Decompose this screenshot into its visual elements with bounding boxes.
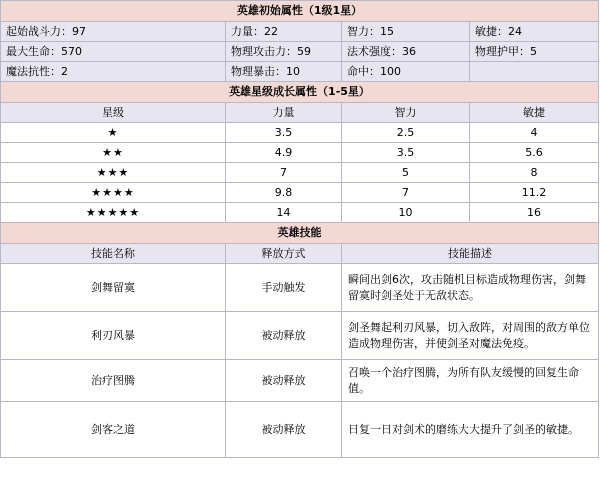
- growth-value: 9.8: [226, 183, 342, 203]
- growth-attributes-header: [1, 82, 599, 103]
- stat-cell: 物理攻击力：59: [226, 42, 342, 62]
- column-header-agility: 敏捷: [470, 103, 599, 123]
- stat-cell: 命中：100: [342, 62, 470, 82]
- growth-row: [1, 143, 599, 163]
- base-attributes-header: [1, 1, 599, 22]
- stat-cell: 物理暴击：10: [226, 62, 342, 82]
- column-header-cast-mode: 释放方式: [226, 244, 342, 264]
- growth-value: 3.5: [342, 143, 470, 163]
- growth-row: [1, 183, 599, 203]
- skill-cast-mode: 被动释放: [226, 360, 342, 402]
- star-rating: ★★★★: [1, 183, 226, 203]
- growth-row: [1, 123, 599, 143]
- stat-cell: 魔法抗性：2: [1, 62, 226, 82]
- growth-value: 5.6: [470, 143, 599, 163]
- base-row: [1, 42, 599, 62]
- growth-value: 7: [226, 163, 342, 183]
- skill-cast-mode: 手动触发: [226, 264, 342, 312]
- growth-value: 7: [342, 183, 470, 203]
- growth-attributes-title: 英雄星级成长属性（1-5星）: [1, 82, 599, 103]
- growth-value: 14: [226, 203, 342, 223]
- skill-description: 瞬间出剑6次，攻击随机目标造成物理伤害，剑舞留寞时剑圣处于无敌状态。: [342, 264, 599, 312]
- growth-row: [1, 203, 599, 223]
- skill-cast-mode: 被动释放: [226, 402, 342, 458]
- skill-row: [1, 312, 599, 360]
- growth-column-headers: [1, 103, 599, 123]
- stat-cell: 智力：15: [342, 22, 470, 42]
- stat-cell: 物理护甲：5: [470, 42, 599, 62]
- skill-row: [1, 360, 599, 402]
- growth-value: 4.9: [226, 143, 342, 163]
- skill-name: 治疗图腾: [1, 360, 226, 402]
- stat-cell: 起始战斗力：97: [1, 22, 226, 42]
- skill-name: 剑客之道: [1, 402, 226, 458]
- stat-cell: [470, 62, 599, 82]
- stat-cell: 法术强度：36: [342, 42, 470, 62]
- growth-value: 3.5: [226, 123, 342, 143]
- growth-row: [1, 163, 599, 183]
- column-header-star: 星级: [1, 103, 226, 123]
- column-header-strength: 力量: [226, 103, 342, 123]
- skill-description: 召唤一个治疗图腾，为所有队友缓慢的回复生命值。: [342, 360, 599, 402]
- growth-value: 10: [342, 203, 470, 223]
- star-rating: ★: [1, 123, 226, 143]
- skills-header: [1, 223, 599, 244]
- column-header-skill-name: 技能名称: [1, 244, 226, 264]
- growth-value: 11.2: [470, 183, 599, 203]
- stat-cell: 敏捷：24: [470, 22, 599, 42]
- column-header-skill-description: 技能描述: [342, 244, 599, 264]
- stat-cell: 最大生命：570: [1, 42, 226, 62]
- growth-value: 4: [470, 123, 599, 143]
- skill-row: [1, 402, 599, 458]
- skill-cast-mode: 被动释放: [226, 312, 342, 360]
- star-rating: ★★★: [1, 163, 226, 183]
- skill-name: 剑舞留寞: [1, 264, 226, 312]
- base-row: [1, 62, 599, 82]
- growth-value: 8: [470, 163, 599, 183]
- column-header-intelligence: 智力: [342, 103, 470, 123]
- star-rating: ★★★★★: [1, 203, 226, 223]
- growth-value: 2.5: [342, 123, 470, 143]
- skills-column-headers: [1, 244, 599, 264]
- star-rating: ★★: [1, 143, 226, 163]
- skill-description: 日复一日对剑术的磨练大大提升了剑圣的敏捷。: [342, 402, 599, 458]
- base-attributes-title: 英雄初始属性（1级1星）: [1, 1, 599, 22]
- growth-value: 5: [342, 163, 470, 183]
- growth-value: 16: [470, 203, 599, 223]
- skill-description: 剑圣舞起利刃风暴，切入敌阵，对周围的敌方单位造成物理伤害，并使剑圣对魔法免疫。: [342, 312, 599, 360]
- skills-title: 英雄技能: [1, 223, 599, 244]
- base-row: [1, 22, 599, 42]
- skill-name: 利刃风暴: [1, 312, 226, 360]
- stat-cell: 力量：22: [226, 22, 342, 42]
- skill-row: [1, 264, 599, 312]
